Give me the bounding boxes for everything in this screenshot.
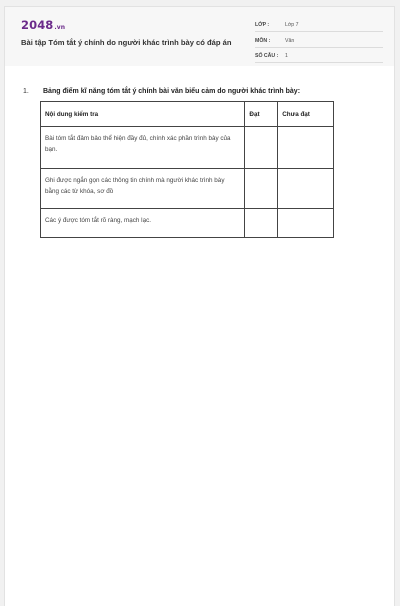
- meta-class-label: LỚP :: [255, 22, 270, 28]
- meta-question-count-field: [255, 49, 383, 63]
- meta-subject-value: Văn: [285, 38, 295, 44]
- site-logo[interactable]: [21, 18, 65, 32]
- table-header-row: [41, 102, 334, 127]
- question-text: Bảng điểm kĩ năng tóm tắt ý chính bài văn biểu cảm do người khác trình bày:: [43, 88, 301, 95]
- logo-main-text: 2048: [21, 18, 54, 32]
- meta-question-count-label: SỐ CÂU :: [255, 53, 279, 59]
- header-fail: Chưa đạt: [278, 102, 334, 127]
- row-content-cell: Ghi được ngắn gọn các thông tin chính mà người khác trình bày bằng các từ khóa, sơ đồ: [41, 169, 245, 209]
- row-fail-cell: [278, 169, 334, 209]
- table-row: [41, 169, 334, 209]
- header-pass: Đạt: [245, 102, 278, 127]
- question-number: 1.: [23, 88, 29, 95]
- row-fail-cell: [278, 209, 334, 238]
- meta-class-field: [255, 18, 383, 32]
- document-page: [4, 6, 395, 606]
- row-pass-cell: [245, 169, 278, 209]
- meta-subject-field: [255, 34, 383, 48]
- table-row: [41, 127, 334, 169]
- row-fail-cell: [278, 127, 334, 169]
- header-content: Nội dung kiểm tra: [41, 102, 245, 127]
- rubric-table: [40, 101, 334, 238]
- document-title: Bài tập Tóm tắt ý chính do người khác trình bày có đáp án: [21, 38, 232, 47]
- row-pass-cell: [245, 127, 278, 169]
- row-content-cell: Các ý được tóm tắt rõ ràng, mạch lạc.: [41, 209, 245, 238]
- row-content-cell: Bài tóm tắt đảm bảo thể hiện đầy đủ, chính xác phần trình bày của bạn.: [41, 127, 245, 169]
- table-row: [41, 209, 334, 238]
- logo-tld-text: .vn: [54, 24, 66, 31]
- meta-class-value: Lớp 7: [285, 22, 299, 28]
- document-header: [5, 7, 394, 66]
- meta-question-count-value: 1: [285, 53, 288, 59]
- row-pass-cell: [245, 209, 278, 238]
- meta-subject-label: MÔN :: [255, 38, 271, 44]
